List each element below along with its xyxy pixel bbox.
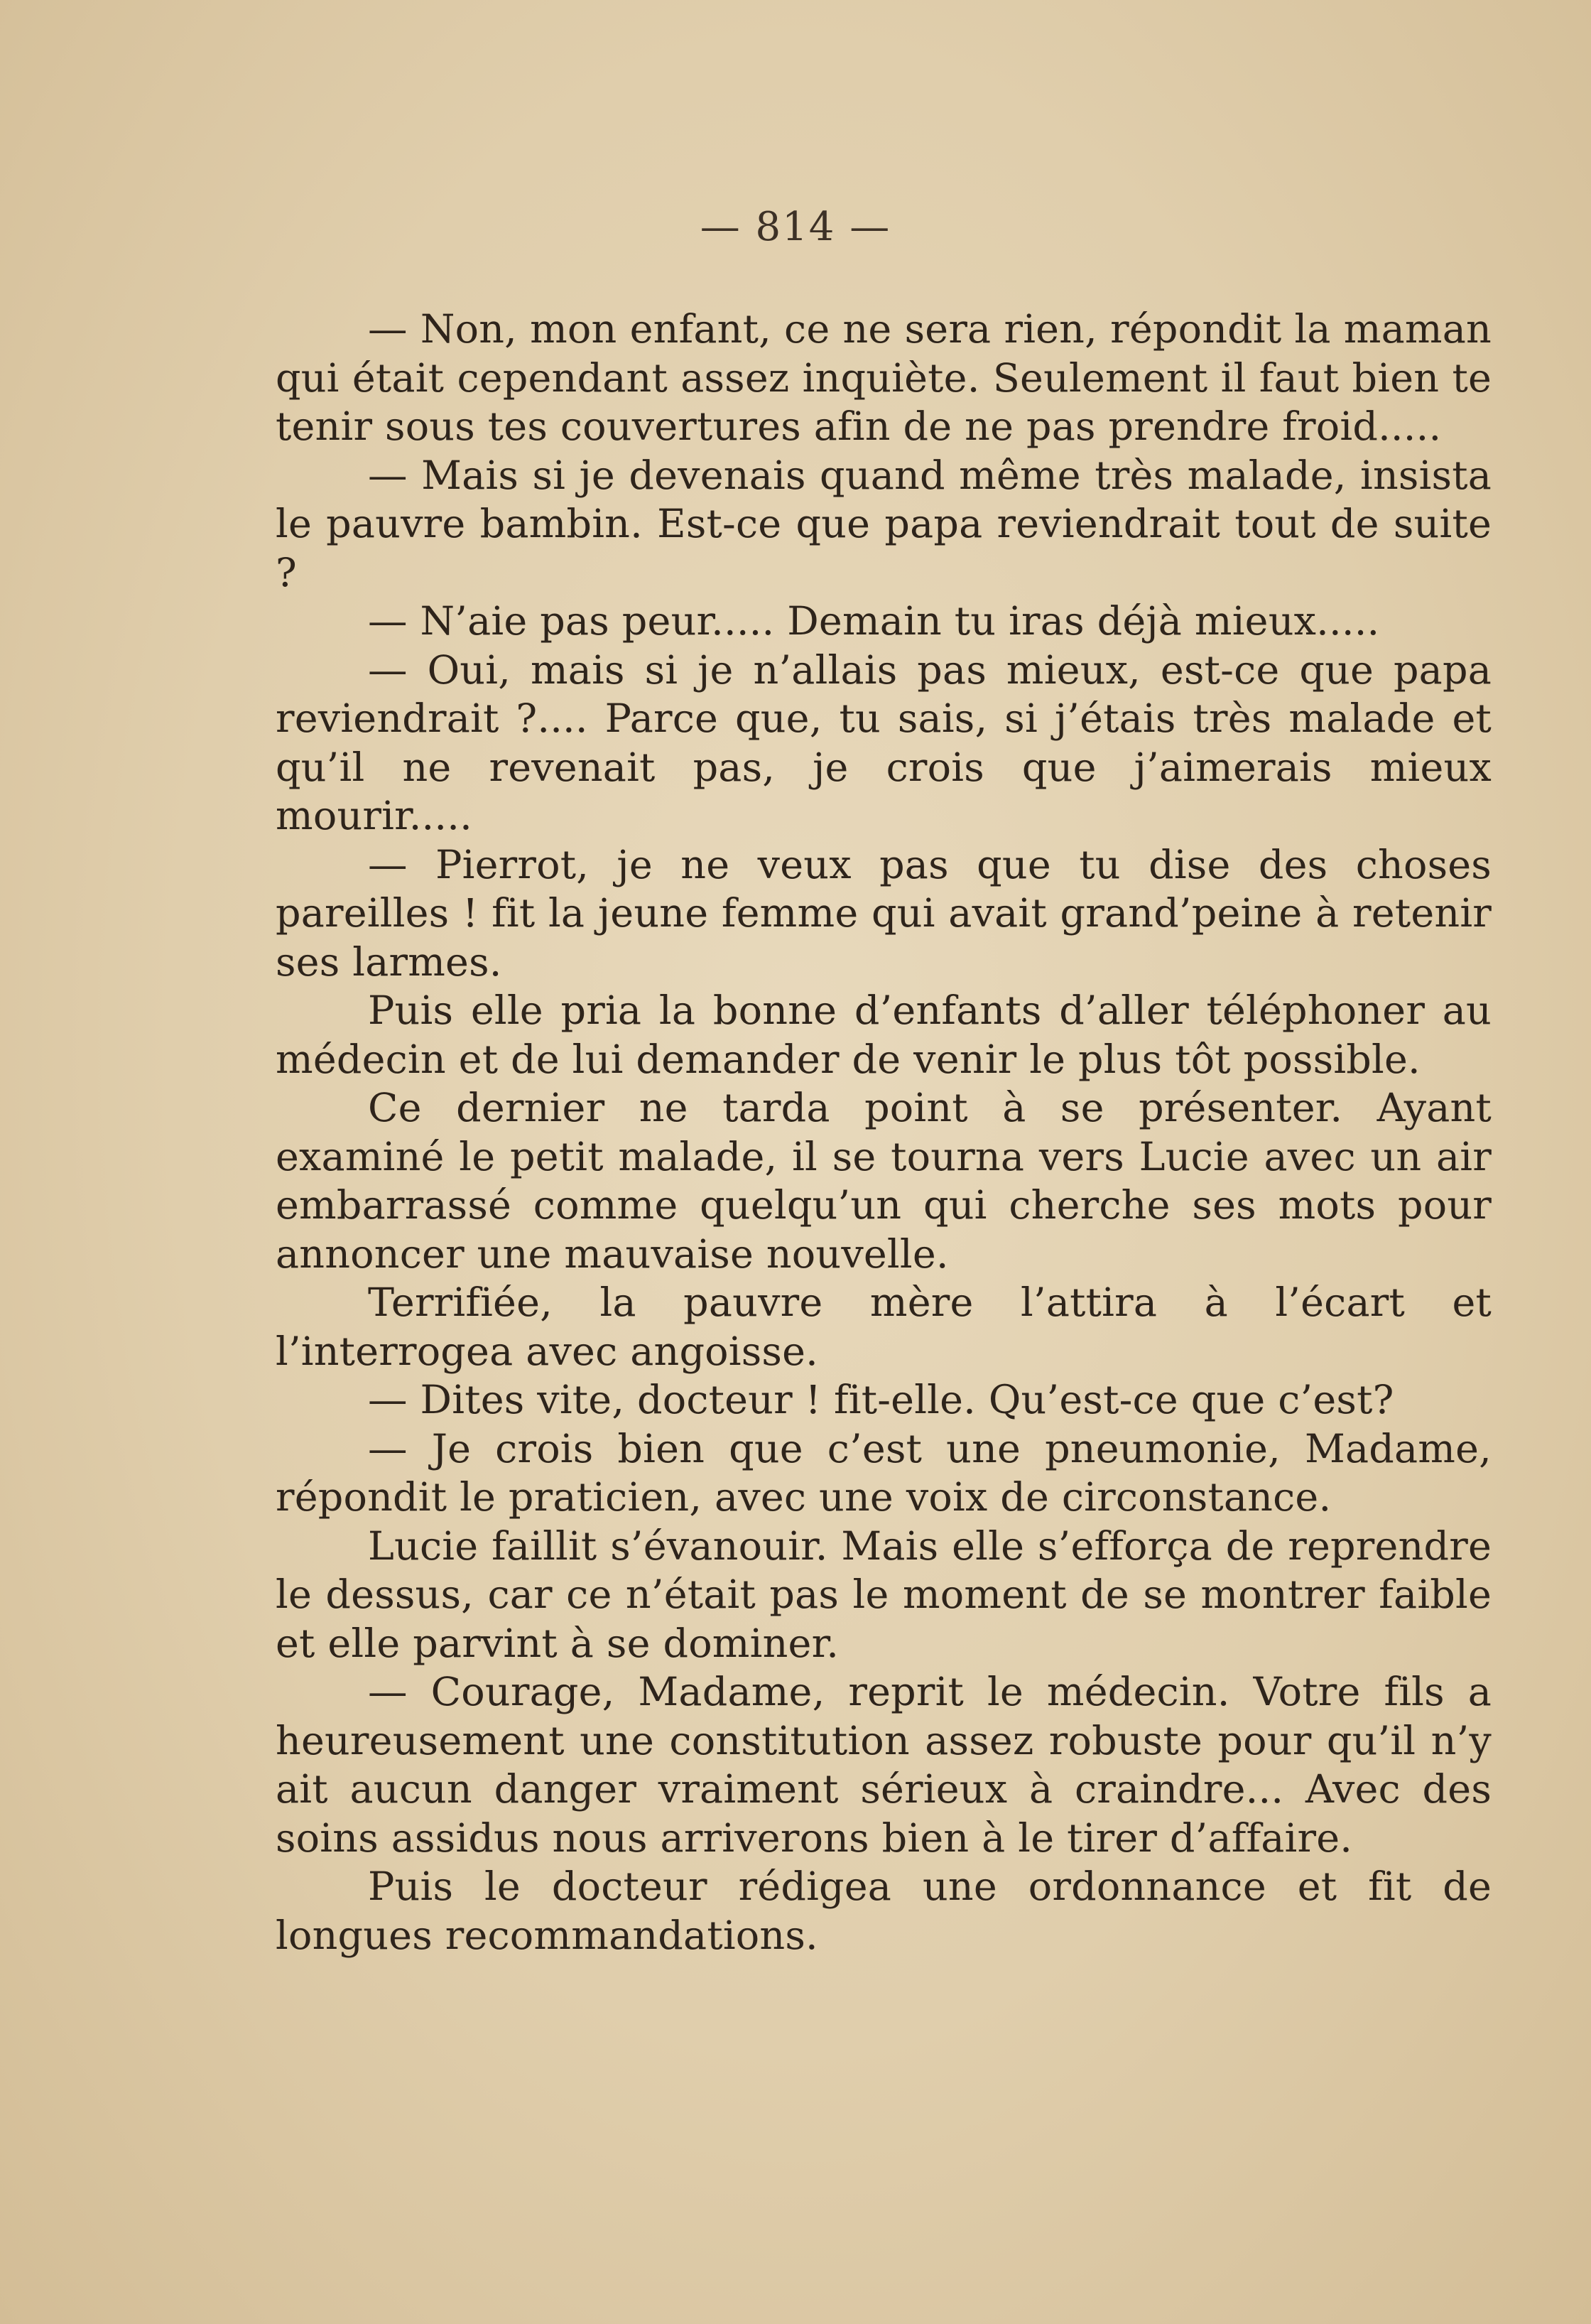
- paragraph-1: — Non, mon enfant, ce ne sera rien, répondit la maman qui était cependant assez inquiète. Seulement il faut bien te tenir sous tes couvertures afin de ne pas prendre froid.....: [276, 306, 1492, 450]
- body-text: [276, 306, 1492, 1960]
- paragraph-10: — Je crois bien que c’est une pneumonie, Madame, répondit le praticien, avec une voix de circonstance.: [276, 1425, 1492, 1520]
- paragraph-11: Lucie faillit s’évanouir. Mais elle s’efforça de reprendre le dessus, car ce n’était pas le moment de se montrer faible et elle parvint à se dominer.: [276, 1523, 1492, 1667]
- paragraph-7: Ce dernier ne tarda point à se présenter. Ayant examiné le petit malade, il se tourna vers Lucie avec un air embarrassé comme quelqu’un qui cherche ses mots pour annoncer une mauvaise nouvelle.: [276, 1085, 1492, 1277]
- paragraph-4: — Oui, mais si je n’allais pas mieux, est-ce que papa reviendrait ?.... Parce que, tu sais, si j’étais très malade et qu’il ne revenait pas, je crois que j’aimerais mieux mourir.....: [276, 647, 1492, 839]
- paragraph-12: — Courage, Madame, reprit le médecin. Votre fils a heureusement une constitution assez robuste pour qu’il n’y ait aucun danger vraiment sérieux à craindre... Avec des soins assidus nous arriverons bien à le tirer d’affaire.: [276, 1669, 1492, 1861]
- paragraph-5: — Pierrot, je ne veux pas que tu dise des choses pareilles ! fit la jeune femme qui avait grand’peine à retenir ses larmes.: [276, 841, 1492, 985]
- paragraph-13: Puis le docteur rédigea une ordonnance et fit de longues recommandations.: [276, 1864, 1492, 1959]
- paragraph-8: Terrifiée, la pauvre mère l’attira à l’écart et l’interrogea avec angoisse.: [276, 1280, 1492, 1375]
- paragraph-2: — Mais si je devenais quand même très malade, insista le pauvre bambin. Est-ce que papa reviendrait tout de suite ?: [276, 452, 1492, 596]
- paragraph-6: Puis elle pria la bonne d’enfants d’aller téléphoner au médecin et de lui demander de venir le plus tôt possible.: [276, 988, 1492, 1083]
- paragraph-3: — N’aie pas peur..... Demain tu iras déjà mieux.....: [368, 598, 1380, 644]
- paragraph-9: — Dites vite, docteur ! fit-elle. Qu’est-ce que c’est?: [368, 1377, 1394, 1423]
- page-number: — 814 —: [700, 204, 891, 250]
